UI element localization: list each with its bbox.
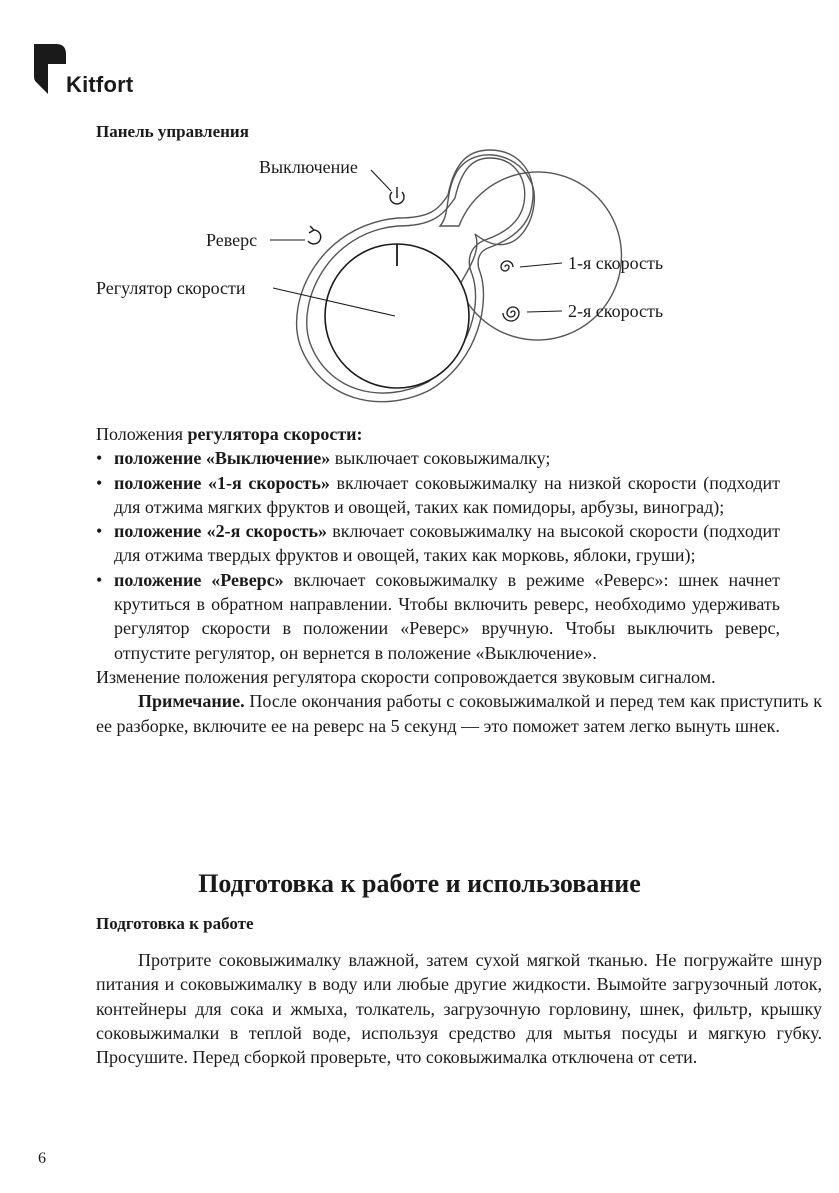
bullet-text: выключает соковыжималку; xyxy=(330,448,551,469)
note-paragraph xyxy=(96,689,822,738)
speed1-spiral-icon xyxy=(501,261,513,271)
prep-block xyxy=(96,948,822,1069)
positions-intro-bold: регулятора скорости: xyxy=(187,424,363,444)
note-text: После окончания работы с соковыжималкой и перед тем как приступить к ее разборке, включите ее на реверс на 5 секунд — это поможет затем легко вынуть шнек. xyxy=(96,691,822,736)
positions-block xyxy=(96,422,822,738)
positions-intro xyxy=(96,422,780,446)
bullet-text: включает соковыжималку в режиме «Реверс»: шнек начнет крутиться в обратном направлении. Чтобы включить реверс, необходимо удерживать регулятор скорости в положении «Реверс» вручную. Чтобы выключить реверс, отпустите регулятор, он вернется в положение «Выключение». xyxy=(114,569,781,663)
bullet-text: включает соковыжималку на низкой скорости (подходит для отжима мягких фруктов и овощей, таких как помидоры, арбузы, виноград); xyxy=(114,472,780,517)
label-speed2: 2-я скорость xyxy=(568,301,664,321)
prep-paragraph: Протрите соковыжималку влажной, затем сухой мягкой тканью. Не погружайте шнур питания и соковыжималку в воду или любые другие жидкости. Вымойте загрузочный лоток, контейнеры для сока и жмыха, толкатель, загрузочную горловину, шнек, фильтр, крышку соковыжималки в теплой воде, используя средство для мытья посуды и мягкую губку. Просушите. Перед сборкой проверьте, что соковыжималка отключена от сети. xyxy=(96,950,822,1068)
bullet-item xyxy=(96,471,780,520)
reverse-icon xyxy=(308,226,321,244)
label-speed1: 1-я скорость xyxy=(568,253,664,273)
control-panel-diagram xyxy=(0,0,839,440)
bullet-item xyxy=(96,568,780,665)
label-speed-regulator: Регулятор скорости xyxy=(96,278,246,298)
bullet-item xyxy=(96,519,780,568)
sound-note: Изменение положения регулятора скорости сопровождается звуковым сигналом. xyxy=(96,666,716,687)
power-icon xyxy=(390,187,404,204)
leader-speed1 xyxy=(520,263,562,267)
note-label: Примечание. xyxy=(138,691,245,712)
bullet-bold: положение «2-я скорость» xyxy=(114,521,328,542)
brand-name: Kitfort xyxy=(66,72,134,97)
speed2-spiral-icon xyxy=(503,307,519,321)
prep-heading: Подготовка к работе xyxy=(96,914,254,933)
bullet-bold: положение «Выключение» xyxy=(114,448,331,469)
label-reverse: Реверс xyxy=(206,230,258,250)
leader-off xyxy=(371,170,391,191)
bullet-text: включает соковыжималку на высокой скорости (подходит для отжима твердых фруктов и овощей, таких как морковь, яблоки, груши); xyxy=(114,521,780,566)
bullet-item xyxy=(96,446,780,470)
label-off: Выключение xyxy=(259,157,358,177)
bullet-bold: положение «Реверс» xyxy=(114,569,284,590)
leader-speed2 xyxy=(527,311,562,312)
panel-heading: Панель управления xyxy=(96,122,249,141)
page-number: 6 xyxy=(38,1150,46,1167)
positions-intro-plain: Положения xyxy=(96,424,188,444)
bullet-bold: положение «1-я скорость» xyxy=(114,472,330,493)
section-title: Подготовка к работе и использование xyxy=(198,869,641,898)
